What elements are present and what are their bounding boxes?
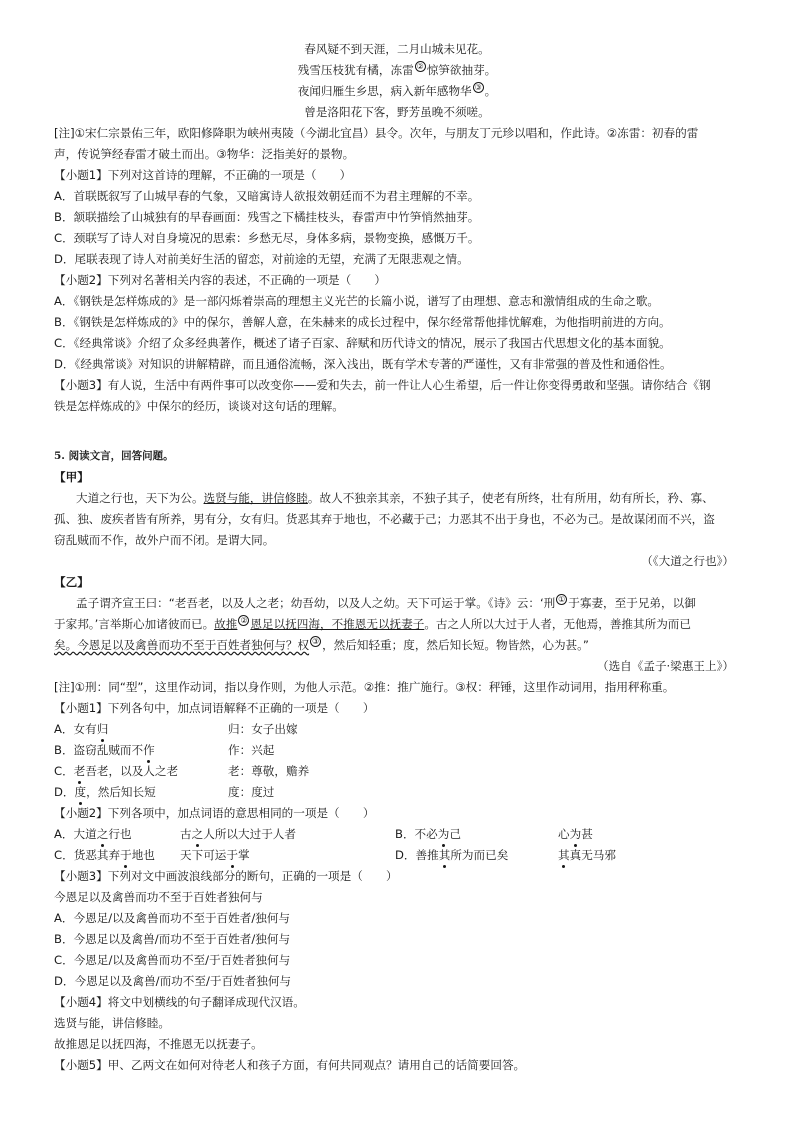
s5q2-option-c[interactable] <box>54 845 155 865</box>
poem-line-1: 春风疑不到天涯，二月山城未见花。 <box>304 42 490 56</box>
footnote-mark: ② <box>416 62 424 72</box>
s5q1-gloss-d: 度：度过 <box>228 785 275 799</box>
q2-option-d[interactable]: D．《经典常谈》对知识的讲解精辟，而且通俗流畅，深入浅出，既有学术专著的严谨性，又有非常强的普及性和通俗性。 <box>54 357 672 371</box>
s5q3-sentence: 今恩足以及禽兽而功不至于百姓者独何与 <box>54 890 263 904</box>
s5q2-option-b-pair <box>558 824 593 844</box>
passage-yi-line-2 <box>54 614 691 634</box>
passage-jia-label: 【甲】 <box>54 470 89 484</box>
underlined-sentence: 选贤与能，讲信修睦 <box>203 491 308 505</box>
q1-option-d[interactable]: D．尾联表现了诗人对前美好生活的留恋，对前途的无望，充满了无限悲观之情。 <box>54 252 469 266</box>
passage-jia-line-3: 窃乱贼而不作，故外户而不闭。是谓大同。 <box>54 533 275 547</box>
poem-line-2-text-end: 惊笋欲抽芽。 <box>426 63 497 77</box>
s5q1-option-c[interactable] <box>54 761 178 781</box>
q1-option-a[interactable]: A．首联既叙写了山城早春的气象，又暗寓诗人欲报效朝廷而不为君主理解的不幸。 <box>54 189 480 203</box>
wavy-sentence: 矣。今恩足以及禽兽而功不至于百姓者独何与？权 <box>54 638 310 652</box>
s5q1-option-b[interactable] <box>54 740 155 760</box>
passage-yi-label: 【乙】 <box>54 575 89 589</box>
footnote-mark: ① <box>558 595 566 605</box>
s5q1-option-d[interactable] <box>54 782 156 802</box>
section-5-title: 5. 阅读文言，回答问题。 <box>54 450 174 462</box>
dotted-word: 之 <box>97 824 109 844</box>
s5q3-option-c[interactable]: C．今恩足/以及禽兽而功不至/于百姓者独何与 <box>54 953 291 967</box>
passage-yi-line-1 <box>76 593 696 613</box>
q2-stem: 【小题2】下列对名著相关内容的表述，不正确的一项是（ ） <box>54 273 387 287</box>
option-text: A．大道 <box>54 827 97 841</box>
option-text: 天下可运 <box>180 848 227 862</box>
option-text: 真无马邪 <box>569 848 616 862</box>
s5q1-option-a[interactable] <box>54 719 108 739</box>
poem-line-3 <box>0 81 794 101</box>
option-text: 行也 <box>108 827 132 841</box>
passage-text: 大道之行也，天下为公。 <box>76 491 204 505</box>
option-text: ，然后知长短 <box>86 785 156 799</box>
s5q4-sentence-2: 故推恩足以抚四海，不推恩无以抚妻子。 <box>54 1037 263 1051</box>
passage-text: 。故人不独亲其亲，不独子其子，使老有所终，壮有所用，幼有所长，矜、寡、 <box>307 491 714 505</box>
option-text: 古 <box>180 827 192 841</box>
option-text: 心 <box>558 827 570 841</box>
option-text: 地也 <box>131 848 155 862</box>
option-text: C．货恶其弃 <box>54 848 121 862</box>
passage-text: 孟子谓齐宣王曰：“老吾老，以及人之老；幼吾幼，以及人之幼。天下可运于掌。《诗》云：‘刑 <box>76 596 556 610</box>
poem-line-3-text: 夜闻归雁生乡思，病入新年感物华 <box>297 84 472 98</box>
s5q3-option-a[interactable]: A．今恩足/以及禽兽而功不至于百姓者/独何与 <box>54 911 291 925</box>
s5q4-stem: 【小题4】将文中划横线的句子翻译成现代汉语。 <box>54 995 305 1009</box>
passage-text: ，然后知轻重；度，然后知长短。物皆然，心为甚。” <box>322 638 589 652</box>
s5q1-gloss-b: 作：兴起 <box>228 743 275 757</box>
s5q2-option-d[interactable] <box>395 845 508 865</box>
option-text: 掌 <box>238 848 250 862</box>
passage-jia-source: （《大道之行也》） <box>641 554 734 568</box>
q2-option-b[interactable]: B．《钢铁是怎样炼成的》中的保尔，善解人意，在朱赫来的成长过程中，保尔经常帮他排忧解难，为他指明前进的方向。 <box>54 315 671 329</box>
poem-line-2-text: 残雪压枝犹有橘，冻雷 <box>297 63 414 77</box>
passage-text: 。古之人所以大过于人者，无他焉，善推其所为而已 <box>424 617 691 631</box>
footnote-mark: ③ <box>311 637 320 647</box>
s5q2-option-c-pair <box>180 845 250 865</box>
poem-note-line-2: 声，传说笋经春雷才破土而出。③物华：泛指美好的景物。 <box>54 147 355 161</box>
poem-line-2 <box>0 60 794 80</box>
s5q2-option-d-pair <box>558 845 616 865</box>
s5q1-stem: 【小题1】下列各句中，加点词语解释不正确的一项是（ ） <box>54 701 375 715</box>
passage-yi-source: （选自《孟子·梁惠王上》） <box>596 659 734 673</box>
option-text: B．不必 <box>395 827 438 841</box>
option-text: 甚 <box>581 827 593 841</box>
q1-option-c[interactable]: C．颈联写了诗人对自身境况的思索：乡愁无尽，身体多病，景物变换，感慨万千。 <box>54 231 480 245</box>
dotted-word: 老 <box>74 761 86 781</box>
option-text: 所为而已矣 <box>450 848 509 862</box>
passage-jia-line-1 <box>76 488 714 508</box>
footnote-mark: ② <box>240 616 248 626</box>
s5q4-sentence-1: 选贤与能，讲信修睦。 <box>54 1016 170 1030</box>
q1-option-b[interactable]: B．颔联描绘了山城独有的早春画面：残雪之下橘挂枝头，春雷声中竹笋悄然抽芽。 <box>54 210 480 224</box>
passage-text: 于家邦。’言举斯心加诸彼而已。 <box>54 617 215 631</box>
option-text: B．盗窃乱贼而不 <box>54 743 144 757</box>
s5q2-option-a-pair <box>180 824 296 844</box>
dotted-word: 归 <box>97 719 109 739</box>
s5q2-option-b[interactable] <box>395 824 461 844</box>
s5q1-gloss-a: 归：女子出嫁 <box>228 722 298 736</box>
dotted-word: 为 <box>438 824 450 844</box>
dotted-word: 作 <box>143 740 155 760</box>
dotted-word: 于 <box>226 845 238 865</box>
option-text: 吾老，以及人之老 <box>85 764 179 778</box>
poem-line-4: 曾是洛阳花下客，野芳虽晚不须嗟。 <box>304 105 490 119</box>
s5q3-option-d[interactable]: D．今恩足以及禽兽/而功不至/于百姓者独何与 <box>54 974 292 988</box>
s5q2-option-a[interactable] <box>54 824 132 844</box>
s5q5-stem: 【小题5】甲、乙两文在如何对待老人和孩子方面，有何共同观点？请用自己的话简要回答。 <box>54 1058 526 1072</box>
dotted-word: 为 <box>570 824 582 844</box>
q2-option-c[interactable]: C．《经典常谈》介绍了众多经典著作，概述了诸子百家、辞赋和历代诗文的情况，展示了我国古代思想文化的基本面貌。 <box>54 336 671 350</box>
option-text: 己 <box>449 827 461 841</box>
s5q2-stem: 【小题2】下列各项中，加点词语的意思相同的一项是（ ） <box>54 806 375 820</box>
option-text: 人所以大过于人者 <box>203 827 296 841</box>
dotted-word: 于 <box>120 845 132 865</box>
dotted-word: 度 <box>75 782 87 802</box>
passage-jia-line-2: 孤、独、废疾者皆有所养，男有分，女有归。货恶其弃于地也，不必藏于己；力恶其不出于身也，不必为己。是故谋闭而不兴，盗 <box>54 512 715 526</box>
poem-line-3-text-end: 。 <box>484 84 497 98</box>
passage-text: 于寡妻，至于兄弟，以御 <box>568 596 696 610</box>
q2-option-a[interactable]: A．《钢铁是怎样炼成的》是一部闪烁着崇高的理想主义光芒的长篇小说，谱写了由理想、意志和激情组成的生命之歌。 <box>54 294 660 308</box>
s5q3-option-b[interactable]: B．今恩足以及禽兽/而功不至于百姓者/独何与 <box>54 932 291 946</box>
q3-stem-line-2: 铁是怎样炼成的》中保尔的经历，谈谈对这句话的理解。 <box>54 399 344 413</box>
footnote-mark: ③ <box>474 83 482 93</box>
option-text: C． <box>54 764 74 778</box>
q3-stem-line-1: 【小题3】有人说，生活中有两件事可以改变你——爱和失去，前一件让人心生希望，后一件让你变得勇敢和坚强。请你结合《钢 <box>54 378 711 392</box>
dotted-word: 其 <box>439 845 451 865</box>
dotted-word: 其 <box>558 845 570 865</box>
poem-note-line-1: [注]①宋仁宗景佑三年，欧阳修降职为峡州夷陵（今湖北宜昌）县令。次年，与朋友丁元珍以唱和，作此诗。②冻雷：初春的雷 <box>54 126 699 140</box>
q1-stem: 【小题1】下列对这首诗的理解，不正确的一项是（ ） <box>54 168 352 182</box>
s5q1-gloss-c: 老：尊敬，赡养 <box>228 764 310 778</box>
option-text: D． <box>54 785 75 799</box>
option-text: D．善推 <box>395 848 439 862</box>
s5q3-stem: 【小题3】下列对文中画波浪线部分的断句，正确的一项是（ ） <box>54 869 398 883</box>
underlined-sentence: 恩足以抚四海，不推恩无以抚妻子 <box>250 617 425 631</box>
option-text: A．女有 <box>54 722 97 736</box>
dotted-word: 之 <box>192 824 204 844</box>
underlined-sentence: 故推 <box>214 617 238 631</box>
passage-note: [注]①刑：同“型”，这里作动词，指以身作则，为他人示范。②推：推广施行。③权：秤锤，这里作动词用，指用秤称重。 <box>54 680 675 694</box>
passage-yi-line-3 <box>54 635 589 655</box>
